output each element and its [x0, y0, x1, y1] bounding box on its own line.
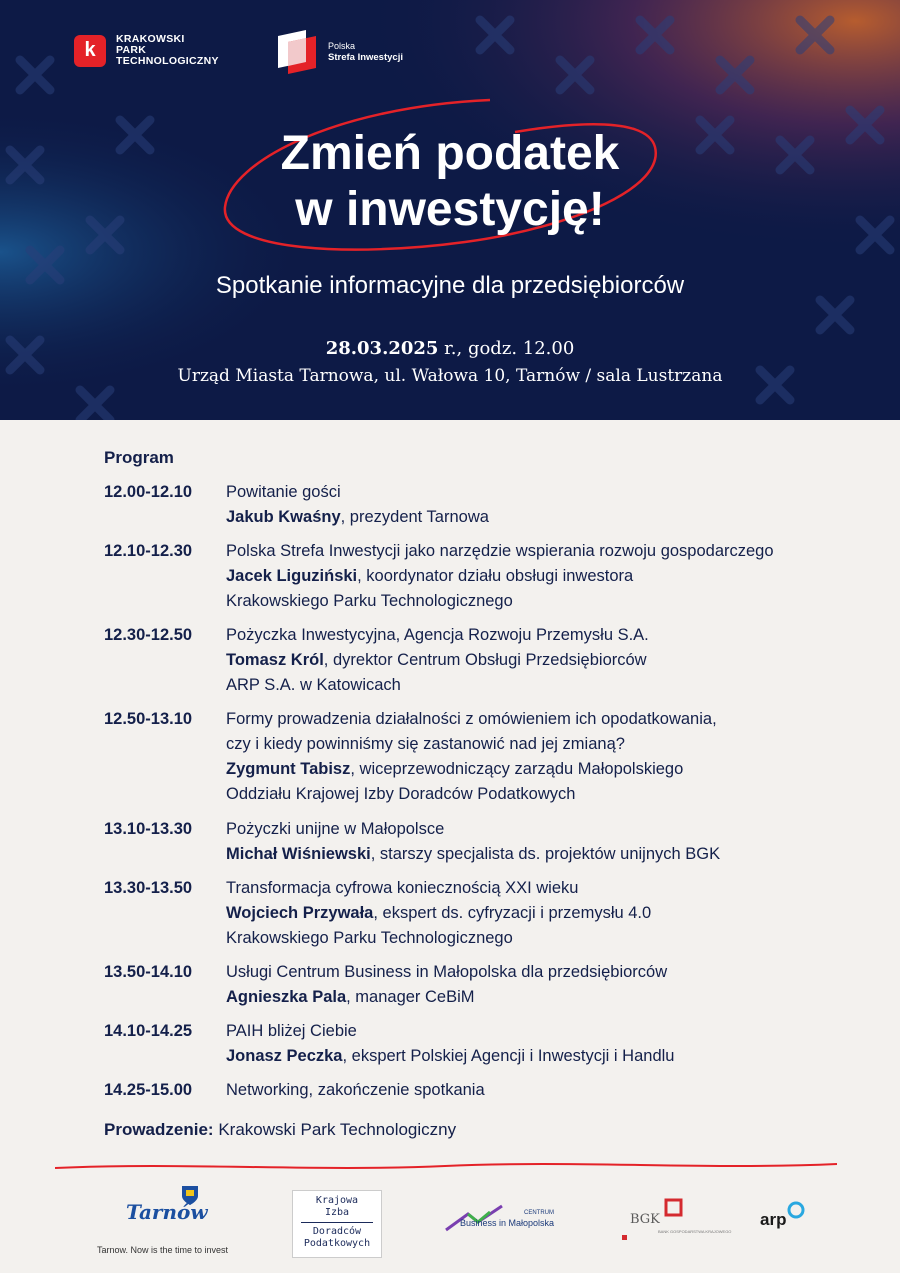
- program-topic-cont: czy i kiedy powinniśmy się zastanowić nad jej zmianą?: [226, 735, 625, 753]
- kidp-line: Podatkowych: [303, 1238, 371, 1249]
- program-topic: Formy prowadzenia działalności z omówieniem ich opodatkowania,: [226, 710, 717, 728]
- program-topic: PAIH bliżej Ciebie: [226, 1022, 357, 1040]
- speaker-name: Wojciech Przywała: [226, 904, 374, 922]
- tarnow-logo-text: Tarnów: [126, 1200, 208, 1224]
- psi-logo-line2: Strefa Inwestycji: [328, 52, 403, 63]
- hero-banner: [0, 0, 900, 420]
- title-line2: w inwestycję!: [295, 183, 605, 236]
- speaker-role: , koordynator działu obsługi inwestora: [357, 567, 634, 585]
- program-time: 12.00-12.10: [104, 483, 193, 501]
- host-value: Krakowski Park Technologiczny: [218, 1120, 457, 1139]
- psi-logo: [276, 30, 403, 74]
- speaker-role: , ekspert ds. cyfryzacji i przemysłu 4.0: [373, 904, 652, 922]
- speaker-role: , starszy specjalista ds. projektów unijnych BGK: [370, 845, 721, 863]
- program-time: 14.10-14.25: [104, 1022, 193, 1040]
- psi-logo-text: [328, 41, 403, 63]
- program-topic: Pożyczki unijne w Małopolsce: [226, 820, 445, 838]
- speaker-name: Jonasz Peczka: [226, 1047, 343, 1065]
- kidp-line: Krajowa: [315, 1195, 359, 1206]
- program-time: 13.10-13.30: [104, 820, 193, 838]
- program-speaker: [226, 901, 866, 926]
- divider-wave: [55, 1158, 837, 1174]
- program-time: 13.50-14.10: [104, 963, 193, 981]
- program-speaker: [226, 648, 866, 673]
- bgk-logo-text: BGK: [630, 1212, 660, 1227]
- speaker-name: Agnieszka Pala: [226, 988, 347, 1006]
- kpt-logo-line: TECHNOLOGICZNY: [116, 55, 219, 67]
- program-topic: Polska Strefa Inwestycji jako narzędzie wspierania rozwoju gospodarczego: [226, 542, 774, 560]
- event-place: Urząd Miasta Tarnowa, ul. Wałowa 10, Tarnów / sala Lustrzana: [177, 366, 723, 386]
- kpt-logo-mark: k: [74, 35, 106, 67]
- program-speaker: [226, 842, 866, 867]
- program-desc: [226, 1078, 866, 1103]
- cebim-logo-text: Business in Małopolska: [460, 1218, 555, 1228]
- bgk-dot-icon: [622, 1235, 628, 1241]
- program-topic: Powitanie gości: [226, 483, 341, 501]
- program-desc: [226, 707, 866, 807]
- title-line1: Zmień podatek: [280, 127, 620, 180]
- program-topic: Usługi Centrum Business in Małopolska dla przedsiębiorców: [226, 963, 668, 981]
- program-desc: [226, 817, 866, 867]
- program-desc: [226, 1019, 866, 1069]
- psi-logo-mark: [276, 30, 318, 74]
- bgk-small-text: BANK GOSPODARSTWA KRAJOWEGO: [658, 1229, 732, 1234]
- program-time: 12.30-12.50: [104, 626, 193, 644]
- program-desc: [226, 623, 866, 698]
- speaker-role: , ekspert Polskiej Agencji i Inwestycji i Handlu: [342, 1047, 675, 1065]
- speaker-org: Oddziału Krajowej Izby Doradców Podatkowych: [226, 785, 576, 803]
- speaker-org: Krakowskiego Parku Technologicznego: [226, 929, 513, 947]
- event-time: r., godz. 12.00: [438, 338, 575, 359]
- host-label: Prowadzenie:: [104, 1120, 214, 1139]
- speaker-name: Michał Wiśniewski: [226, 845, 371, 863]
- program-desc: [226, 480, 866, 530]
- kidp-line: Doradców: [312, 1226, 362, 1237]
- program-speaker: [226, 505, 866, 530]
- program-desc: [226, 539, 866, 614]
- speaker-name: Jakub Kwaśny: [226, 508, 341, 526]
- psi-logo-line1: Polska: [328, 41, 356, 51]
- kpt-logo-line: KRAKOWSKI: [116, 33, 185, 45]
- speaker-org: ARP S.A. w Katowicach: [226, 676, 401, 694]
- kidp-divider: [301, 1222, 373, 1223]
- arp-logo-text: arp: [760, 1210, 787, 1229]
- speaker-role: , manager CeBiM: [346, 988, 475, 1006]
- program-speaker: [226, 1044, 866, 1069]
- tarnow-tagline: Tarnow. Now is the time to invest: [97, 1245, 229, 1255]
- program-time: 14.25-15.00: [104, 1081, 193, 1099]
- program-time: 12.10-12.30: [104, 542, 193, 560]
- bgk-logo-icon: [664, 1198, 684, 1218]
- program-topic: Networking, zakończenie spotkania: [226, 1081, 485, 1099]
- program-topic: Pożyczka Inwestycyjna, Agencja Rozwoju Przemysłu S.A.: [226, 626, 649, 644]
- program-heading: Program: [104, 448, 174, 467]
- program-speaker: [226, 757, 866, 782]
- event-date: [0, 338, 900, 359]
- program-speaker: [226, 985, 866, 1010]
- cebim-small-text: CENTRUM: [524, 1210, 554, 1216]
- subtitle: Spotkanie informacyjne dla przedsiębiorców: [215, 272, 685, 299]
- program-desc: [226, 960, 866, 1010]
- speaker-org: Krakowskiego Parku Technologicznego: [226, 592, 513, 610]
- event-date-value: 28.03.2025: [325, 338, 439, 359]
- speaker-name: Jacek Liguziński: [226, 567, 358, 585]
- kpt-logo-text: [116, 34, 219, 67]
- speaker-role: , wiceprzewodniczący zarządu Małopolskiego: [350, 760, 684, 778]
- kidp-line: Izba: [324, 1207, 350, 1218]
- program-desc: [226, 876, 866, 951]
- kidp-logo: [292, 1190, 382, 1258]
- arp-circle-icon: [786, 1200, 806, 1220]
- page-title: [0, 126, 900, 238]
- program-time: 13.30-13.50: [104, 879, 193, 897]
- program-topic: Transformacja cyfrowa koniecznością XXI wieku: [226, 879, 579, 897]
- speaker-role: , prezydent Tarnowa: [340, 508, 489, 526]
- speaker-name: Tomasz Król: [226, 651, 324, 669]
- kpt-logo: [74, 34, 219, 67]
- speaker-name: Zygmunt Tabisz: [226, 760, 351, 778]
- program-speaker: [226, 564, 866, 589]
- host-line: [104, 1120, 456, 1140]
- program-time: 12.50-13.10: [104, 710, 193, 728]
- kpt-logo-line: PARK: [116, 44, 147, 56]
- speaker-role: , dyrektor Centrum Obsługi Przedsiębiorców: [323, 651, 647, 669]
